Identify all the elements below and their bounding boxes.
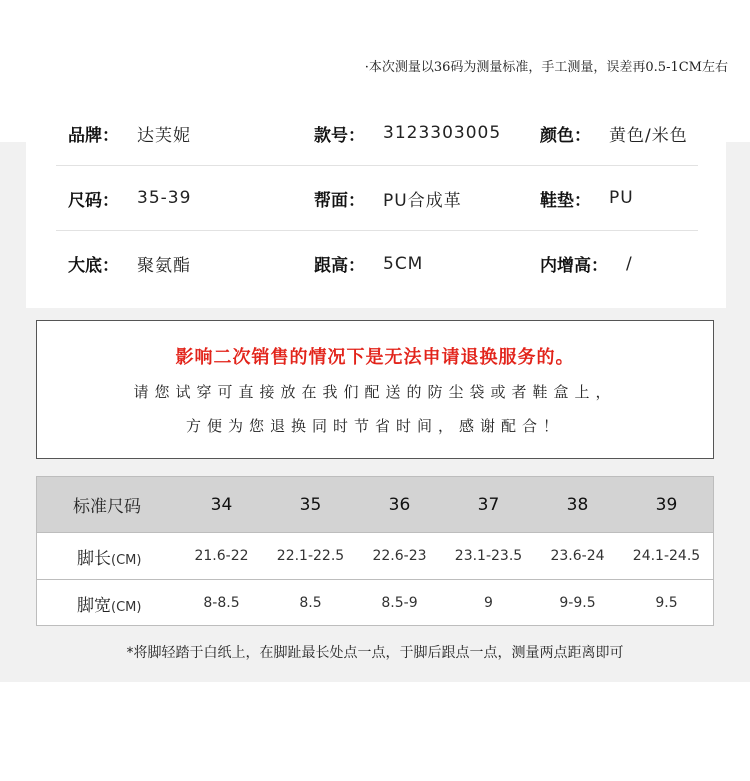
spec-value: / xyxy=(626,253,633,274)
spec-label: 品牌： xyxy=(68,125,119,146)
measurement-instructions: *将脚轻踏于白纸上，在脚趾最长处点一点，于脚后跟点一点，测量两点距离即可 xyxy=(126,645,624,661)
size-header-cell: 39 xyxy=(655,494,678,515)
spec-outsole xyxy=(68,251,191,276)
spec-brand xyxy=(68,121,191,146)
size-chart-table xyxy=(36,476,714,626)
spec-label: 跟高： xyxy=(314,256,365,276)
table-cell: 21.6-22 xyxy=(194,548,249,564)
spec-value: PU xyxy=(609,188,634,208)
table-cell: 22.1-22.5 xyxy=(276,548,345,564)
spec-label: 鞋垫： xyxy=(540,190,591,211)
spec-value: 黄色/米色 xyxy=(609,125,688,146)
table-cell: 23.6-24 xyxy=(550,548,605,564)
table-cell: 8.5-9 xyxy=(381,595,418,611)
spec-row xyxy=(56,101,698,166)
spec-label: 颜色： xyxy=(540,125,591,146)
spec-upper xyxy=(314,186,462,211)
table-cell: 22.6-23 xyxy=(372,548,427,564)
spec-row xyxy=(56,166,698,231)
spec-insole xyxy=(540,186,634,211)
size-header-cell: 34 xyxy=(210,494,233,515)
table-cell: 9-9.5 xyxy=(559,595,596,611)
spec-inner-lift xyxy=(540,251,633,276)
notice-warning: 影响二次销售的情况下是无法申请退换服务的。 xyxy=(175,347,575,368)
header-label: 标准尺码 xyxy=(73,497,141,517)
spec-label: 款号： xyxy=(314,125,365,146)
spec-label: 大底： xyxy=(68,256,119,276)
row-label-text: 脚宽 xyxy=(77,595,111,616)
size-header-cell: 38 xyxy=(566,494,589,515)
notice-line: 请您试穿可直接放在我们配送的防尘袋或者鞋盒上， xyxy=(133,383,617,401)
spec-value: 3123303005 xyxy=(383,123,502,143)
size-header-cell: 36 xyxy=(388,494,411,515)
table-row xyxy=(37,579,713,626)
row-label-unit: (CM) xyxy=(111,552,142,568)
table-cell: 9.5 xyxy=(655,595,678,611)
return-notice-box xyxy=(36,320,714,459)
spec-value: 35-39 xyxy=(137,188,192,208)
spec-heel-height xyxy=(314,251,423,276)
spec-value: 5CM xyxy=(383,253,424,274)
spec-value: 达芙妮 xyxy=(137,125,191,146)
product-spec-card xyxy=(26,88,726,308)
spec-color xyxy=(540,121,688,146)
table-header-row xyxy=(37,477,713,532)
table-cell: 23.1-23.5 xyxy=(454,548,523,564)
spec-value: PU合成革 xyxy=(383,190,462,211)
spec-row xyxy=(56,231,698,296)
spec-size xyxy=(68,186,191,211)
table-cell: 24.1-24.5 xyxy=(632,548,701,564)
notice-line: 方便为您退换同时节省时间，感谢配合！ xyxy=(185,417,564,435)
table-cell: 9 xyxy=(484,595,493,611)
measurement-note: ·本次测量以36码为测量标准，手工测量，误差再0.5-1CM左右 xyxy=(364,60,728,75)
spec-label: 内增高： xyxy=(540,256,608,276)
spec-label: 尺码： xyxy=(68,190,119,211)
foot-width-label xyxy=(37,591,177,616)
foot-length-label xyxy=(37,544,177,569)
spec-label: 帮面： xyxy=(314,190,365,211)
size-header-cell: 35 xyxy=(299,494,322,515)
row-label-text: 脚长 xyxy=(77,548,111,569)
spec-value: 聚氨酯 xyxy=(137,256,191,276)
row-label-unit: (CM) xyxy=(111,599,142,615)
spec-style-number xyxy=(314,121,501,146)
table-cell: 8-8.5 xyxy=(203,595,240,611)
table-row xyxy=(37,532,713,579)
size-header-cell: 37 xyxy=(477,494,500,515)
table-cell: 8.5 xyxy=(299,595,322,611)
